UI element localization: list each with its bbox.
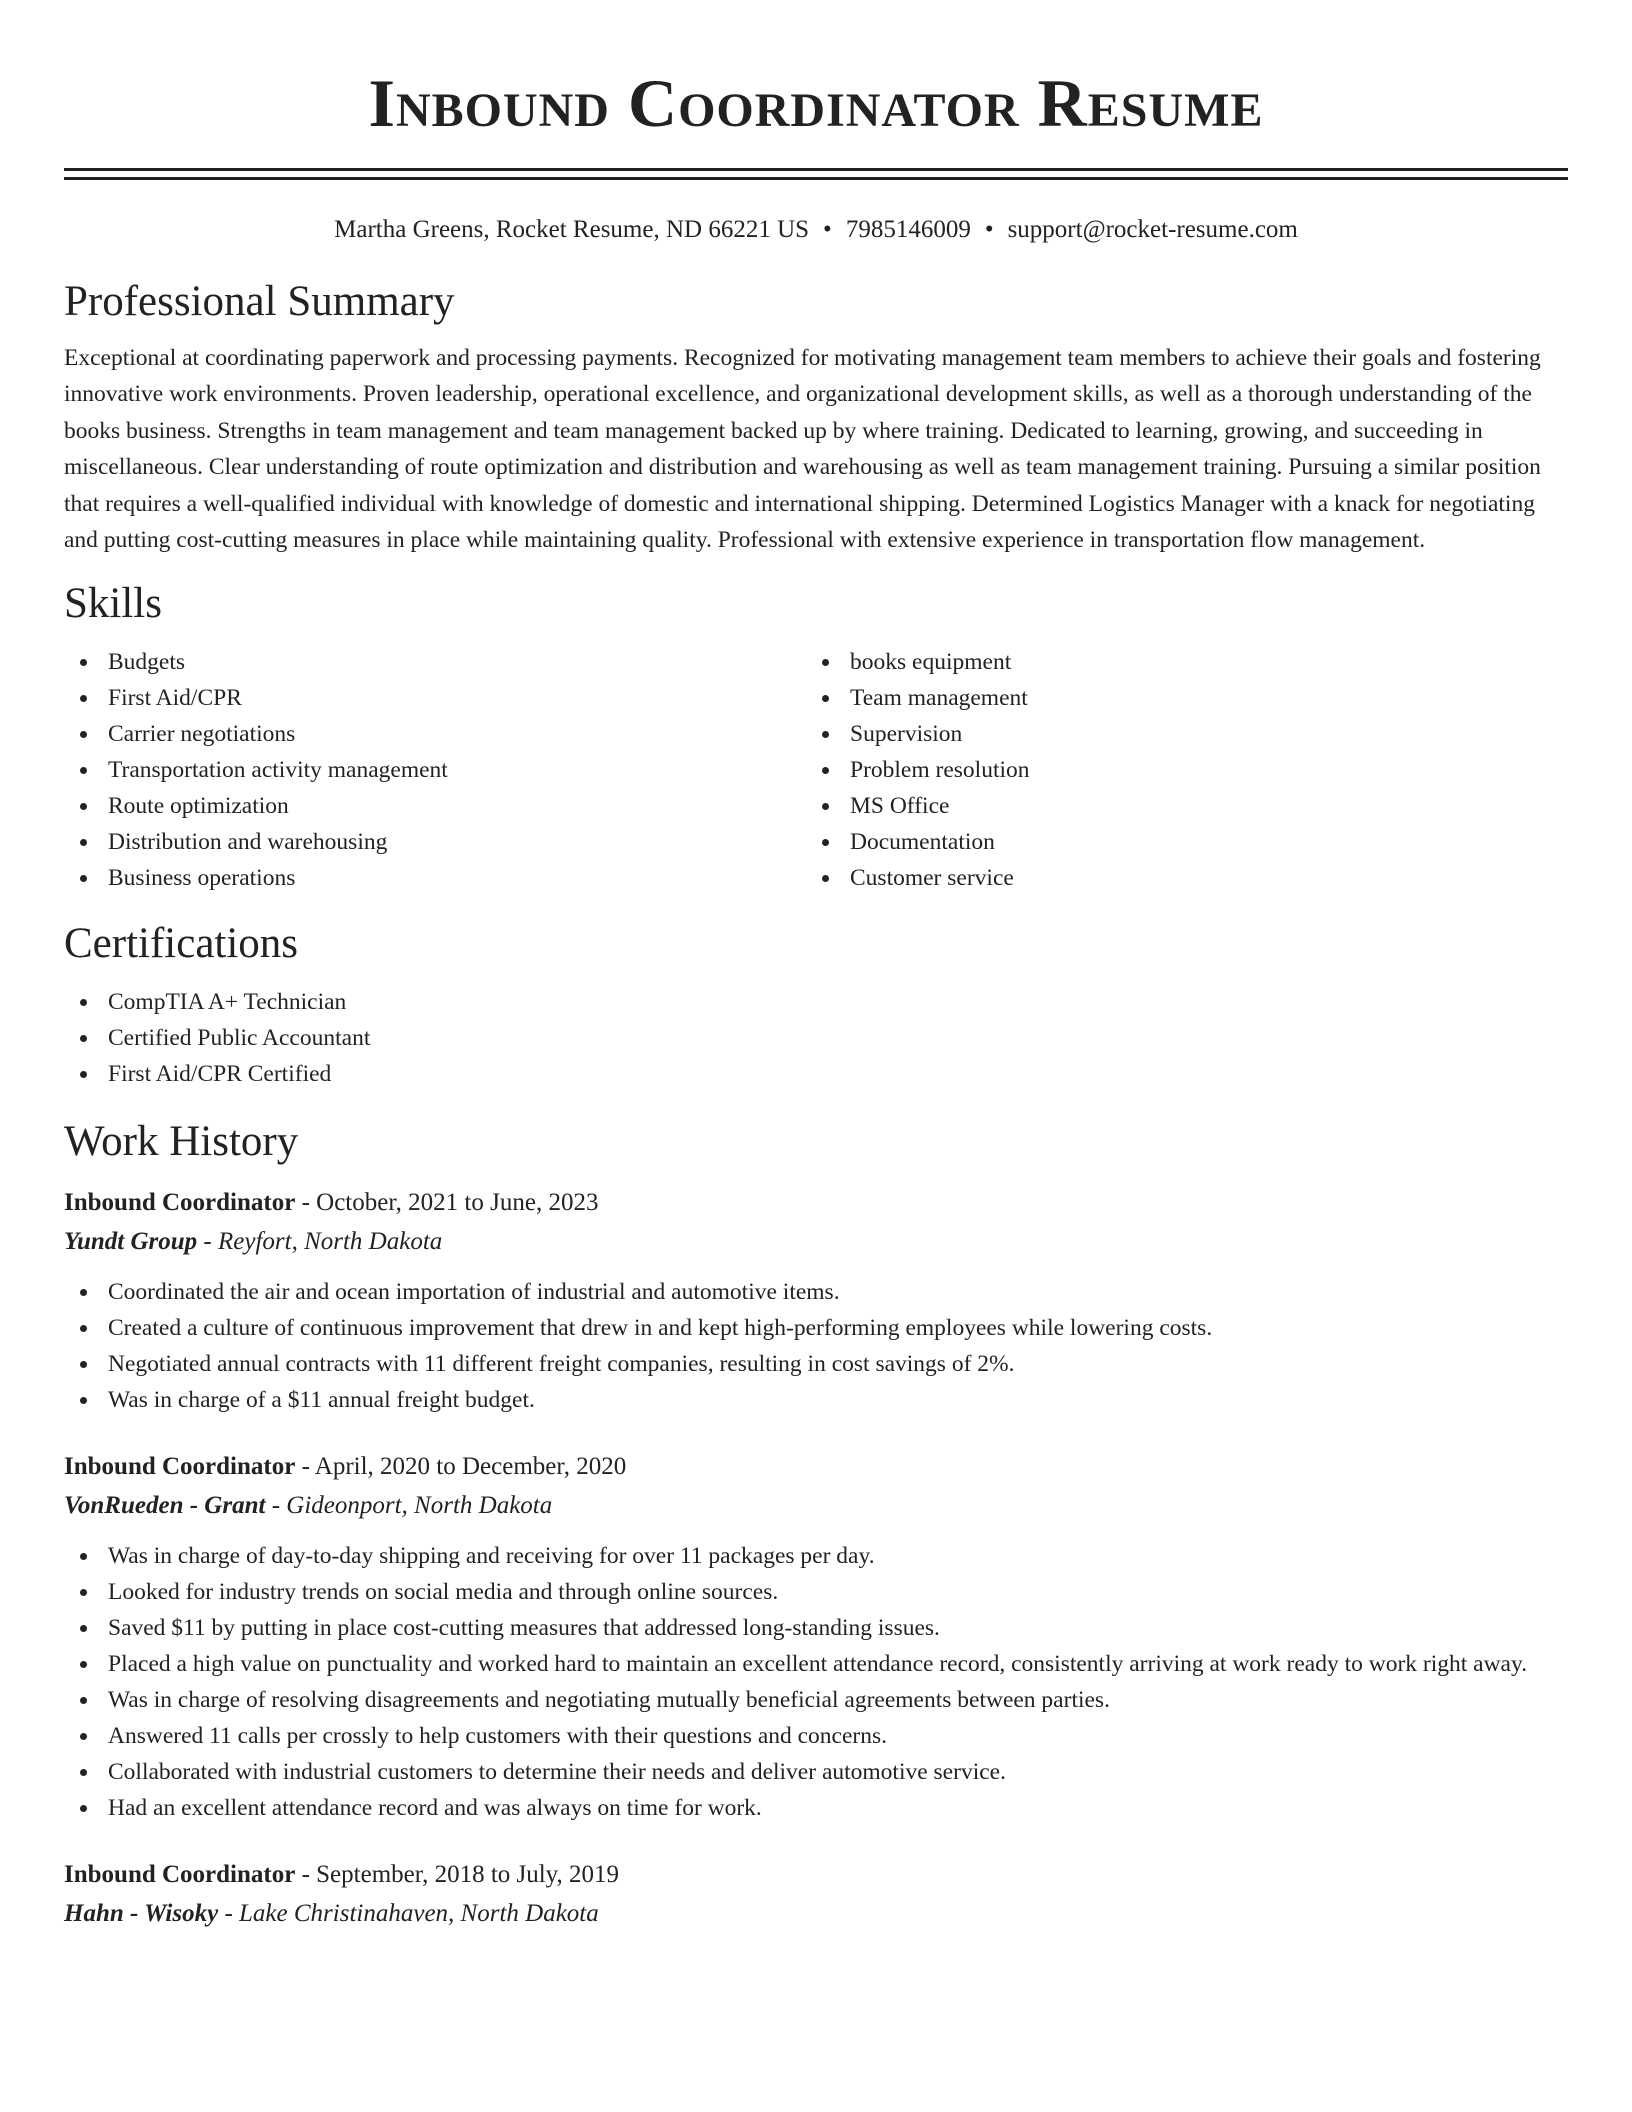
resume-page <box>64 0 1568 1934</box>
skill-item: books equipment <box>806 644 1548 680</box>
job-company-line <box>64 1894 1568 1934</box>
job-bullet: Had an excellent attendance record and was always on time for work. <box>64 1790 1568 1826</box>
skill-item: First Aid/CPR <box>64 680 806 716</box>
job-company: Yundt Group <box>64 1228 198 1256</box>
summary-text: Exceptional at coordinating paperwork and processing payments. Recognized for motivating management team members to achieve their goals and fostering innovative work environments. Proven leadership, operational excellence, and organizational development skills, as well as a thorough understanding of the books business. Strengths in team management and team management backed up by where training. Dedicated to learning, growing, and succeeding in miscellaneous. Clear understanding of route optimization and distribution and warehousing as well as team management training. Pursuing a similar position that requires a well-qualified individual with knowledge of domestic and international shipping. Determined Logistics Manager with a knack for negotiating and putting cost-cutting measures in place while maintaining quality. Professional with extensive experience in transportation flow management. <box>64 345 1541 554</box>
certification-item: First Aid/CPR Certified <box>64 1056 1568 1092</box>
job-company-line <box>64 1486 1568 1526</box>
job-entry <box>64 1448 1568 1826</box>
job-dates: April, 2020 to December, 2020 <box>314 1453 627 1481</box>
job-header <box>64 1856 1568 1894</box>
certifications-list <box>64 984 1568 1092</box>
resume-title: Inbound Coordinator Resume <box>368 65 1264 141</box>
job-dash: - <box>218 1900 240 1928</box>
job-bullets <box>64 1274 1568 1418</box>
job-bullet: Coordinated the air and ocean importation of industrial and automotive items. <box>64 1274 1568 1310</box>
job-bullet: Was in charge of day-to-day shipping and receiving for over 11 packages per day. <box>64 1538 1568 1574</box>
job-dash: - <box>295 1453 315 1481</box>
job-bullet: Placed a high value on punctuality and worked hard to maintain an excellent attendance record, consistently arriving at work ready to work right away. <box>64 1646 1568 1682</box>
job-bullet: Was in charge of a $11 annual freight budget. <box>64 1382 1568 1418</box>
work-history-heading: Work History <box>64 1118 299 1166</box>
job-location: Gideonport, North Dakota <box>286 1492 553 1520</box>
contact-separator: • <box>984 216 994 243</box>
job-company: Hahn - Wisoky <box>64 1900 219 1928</box>
skill-item: Budgets <box>64 644 806 680</box>
contact-line <box>64 214 1568 246</box>
skill-item: Team management <box>806 680 1548 716</box>
contact-phone: 7985146009 <box>845 216 971 243</box>
job-header <box>64 1448 1568 1486</box>
job-bullets <box>64 1538 1568 1826</box>
skill-item: Transportation activity management <box>64 752 806 788</box>
skills-heading: Skills <box>64 580 162 628</box>
skill-item: Carrier negotiations <box>64 716 806 752</box>
skill-item: Distribution and warehousing <box>64 824 806 860</box>
skill-item: Documentation <box>806 824 1548 860</box>
certification-item: CompTIA A+ Technician <box>64 984 1568 1020</box>
contact-email: support@rocket-resume.com <box>1007 216 1298 243</box>
job-bullet: Collaborated with industrial customers to determine their needs and deliver automotive service. <box>64 1754 1568 1790</box>
job-dash: - <box>197 1228 218 1256</box>
job-title: Inbound Coordinator <box>64 1189 296 1217</box>
job-dash: - <box>295 1861 317 1889</box>
contact-separator: • <box>823 216 832 243</box>
job-entry <box>64 1856 1568 1934</box>
job-company: VonRueden - Grant <box>64 1492 266 1520</box>
skills-right-list <box>806 644 1548 896</box>
skill-item: Problem resolution <box>806 752 1548 788</box>
job-dash: - <box>265 1492 287 1520</box>
job-bullet: Created a culture of continuous improvement that drew in and kept high-performing employees while lowering costs. <box>64 1310 1568 1346</box>
job-bullet: Saved $11 by putting in place cost-cutting measures that addressed long-standing issues. <box>64 1610 1568 1646</box>
skill-item: Supervision <box>806 716 1548 752</box>
skills-columns <box>64 644 1568 896</box>
job-bullet: Answered 11 calls per crossly to help customers with their questions and concerns. <box>64 1718 1568 1754</box>
job-entry <box>64 1184 1568 1418</box>
job-bullet: Negotiated annual contracts with 11 different freight companies, resulting in cost savings of 2%. <box>64 1346 1568 1382</box>
contact-address: Martha Greens, Rocket Resume, ND 66221 US <box>334 216 810 243</box>
summary-heading: Professional Summary <box>64 278 455 325</box>
skills-right-column <box>806 644 1548 896</box>
job-header <box>64 1184 1568 1222</box>
job-dates: September, 2018 to July, 2019 <box>316 1861 620 1889</box>
certification-item: Certified Public Accountant <box>64 1020 1568 1056</box>
job-title: Inbound Coordinator <box>64 1861 296 1889</box>
skill-item: Customer service <box>806 860 1548 896</box>
skills-left-column <box>64 644 806 896</box>
job-title: Inbound Coordinator <box>64 1453 296 1481</box>
job-location: Reyfort, North Dakota <box>218 1228 443 1256</box>
job-company-line <box>64 1222 1568 1262</box>
skills-left-list <box>64 644 806 896</box>
certifications-heading: Certifications <box>64 920 299 968</box>
title-double-rule <box>64 168 1568 180</box>
skill-item: Route optimization <box>64 788 806 824</box>
job-dates: October, 2021 to June, 2023 <box>316 1189 599 1217</box>
job-location: Lake Christinahaven, North Dakota <box>239 1900 599 1928</box>
job-bullet: Was in charge of resolving disagreements and negotiating mutually beneficial agreements between parties. <box>64 1682 1568 1718</box>
job-bullet: Looked for industry trends on social media and through online sources. <box>64 1574 1568 1610</box>
skill-item: Business operations <box>64 860 806 896</box>
skill-item: MS Office <box>806 788 1548 824</box>
job-dash: - <box>295 1189 317 1217</box>
